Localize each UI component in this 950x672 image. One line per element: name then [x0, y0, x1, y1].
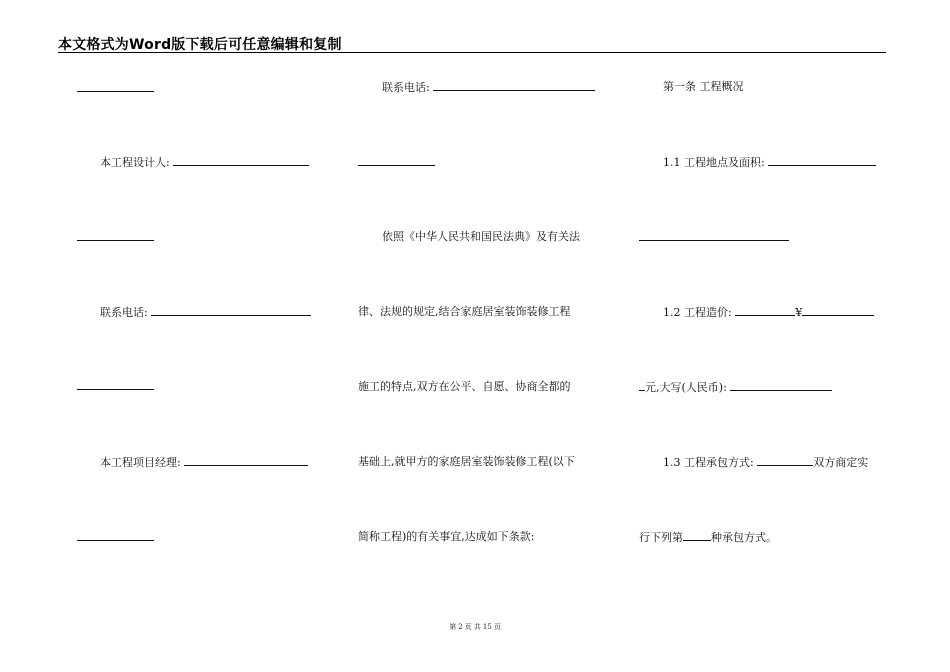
header-rule — [58, 52, 886, 53]
manager-field — [100, 455, 308, 470]
blank-line — [77, 240, 154, 241]
page-current: 2 — [458, 623, 463, 631]
paragraph-line: 施工的特点,双方在公平、自愿、协商全都的 — [358, 380, 571, 393]
contract-method-field — [663, 455, 868, 470]
designer-label: 本工程设计人: — [100, 156, 170, 169]
yuan-text: 元,大写(人民币): — [645, 381, 727, 394]
paragraph-line: 基础上,就甲方的家庭居室装饰装修工程(以下 — [358, 455, 575, 468]
following-text-b: 种承包方式。 — [711, 531, 777, 544]
paragraph-line: 依照《中华人民共和国民法典》及有关法 — [382, 230, 580, 243]
cost-label: 1.2 工程造价: — [663, 306, 732, 319]
paragraph-line: 律、法规的规定,结合家庭居室装饰装修工程 — [358, 305, 571, 318]
phone-blank-1 — [151, 305, 311, 316]
manager-label: 本工程项目经理: — [100, 456, 181, 469]
contract-method-label: 1.3 工程承包方式: — [663, 456, 754, 469]
page-number — [0, 622, 950, 632]
phone-field-2 — [382, 80, 595, 95]
cost-words-field — [639, 380, 832, 395]
phone-field-1 — [100, 305, 311, 320]
blank-line — [77, 91, 154, 92]
page-prefix: 第 — [449, 623, 457, 631]
blank-line — [358, 165, 435, 166]
location-area-field — [663, 155, 876, 170]
paragraph-line: 简称工程)的有关事宜,达成如下条款: — [358, 530, 535, 543]
cost-field — [663, 305, 874, 320]
following-text-a: 行下列第 — [639, 531, 683, 544]
location-area-label: 1.1 工程地点及面积: — [663, 156, 765, 169]
phone-blank-2 — [433, 80, 595, 91]
method-number-blank — [683, 530, 711, 541]
page-total: 15 — [482, 623, 492, 631]
page-suffix: 页 — [493, 623, 501, 631]
blank-line — [639, 240, 789, 241]
blank-line — [77, 540, 154, 541]
cost-blank-2 — [802, 305, 874, 316]
document-header-title: 本文格式为Word版下载后可任意编辑和复制 — [58, 37, 342, 53]
manager-blank — [184, 455, 308, 466]
contract-method-blank — [757, 455, 813, 466]
cost-blank-1 — [735, 305, 795, 316]
designer-field — [100, 155, 309, 170]
phone-label-1: 联系电话: — [100, 306, 148, 319]
contract-method-continued — [639, 530, 777, 545]
location-area-blank — [768, 155, 876, 166]
phone-label-2: 联系电话: — [382, 81, 430, 94]
blank-line — [77, 389, 154, 390]
agree-text: 双方商定实 — [813, 456, 869, 469]
yen-symbol: ¥ — [795, 306, 803, 319]
designer-blank — [173, 155, 309, 166]
cost-words-blank — [730, 380, 832, 391]
page-mid: 页 共 — [464, 623, 481, 631]
article-title: 第一条 工程概况 — [663, 80, 744, 93]
